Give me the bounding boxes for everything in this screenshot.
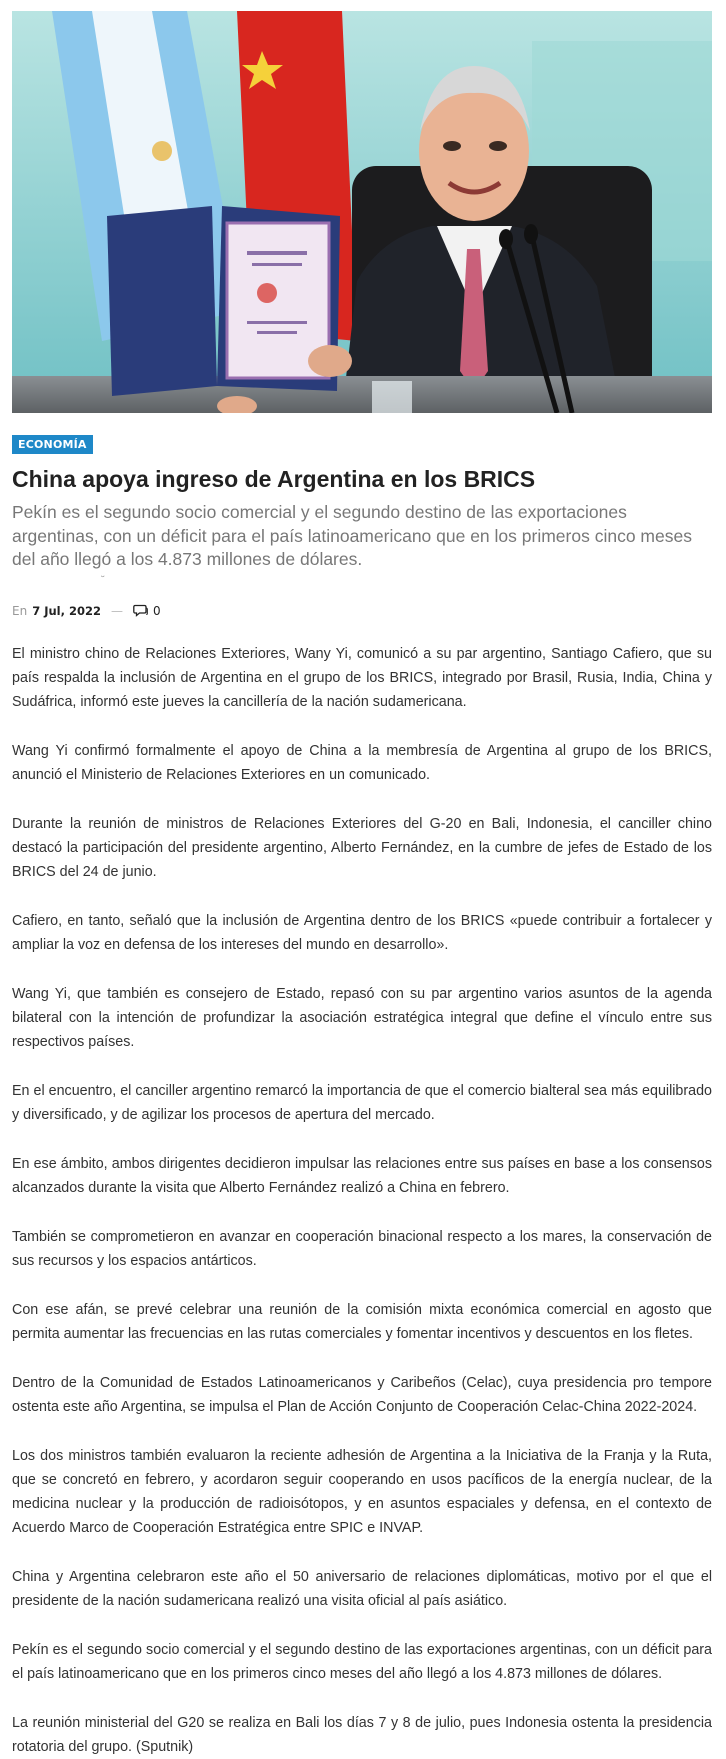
article-title: China apoya ingreso de Argentina en los BRICS bbox=[12, 466, 536, 492]
paragraph: Cafiero, en tanto, señaló que la inclusión de Argentina dentro de los BRICS «puede contribuir a fortalecer y ampliar la voz en defensa de los intereses del mundo en desarrollo». bbox=[12, 912, 712, 953]
article-body bbox=[12, 642, 712, 1759]
paragraph: En ese ámbito, ambos dirigentes decidieron impulsar las relaciones entre sus países en base a los consensos alcanzados durante la visita que Alberto Fernández realizó a China en febrero. bbox=[12, 1155, 712, 1196]
paragraph: China y Argentina celebraron este año el 50 aniversario de relaciones diplomáticas, motivo por el que el presidente de la nación sudamericana realizó una visita oficial al país asiático. bbox=[12, 1568, 712, 1609]
comment-bubble-icon bbox=[133, 604, 148, 617]
paragraph: La reunión ministerial del G20 se realiza en Bali los días 7 y 8 de julio, pues Indonesia ostenta la presidencia rotatoria del grupo. (Sputnik) bbox=[12, 1714, 712, 1755]
paragraph: Wang Yi, que también es consejero de Estado, repasó con su par argentino varios asuntos de la agenda bilateral con la intención de profundizar la asociación estratégica integral que define el vínculo entre sus respectivos países. bbox=[12, 985, 712, 1050]
paragraph: Wang Yi confirmó formalmente el apoyo de China a la membresía de Argentina al grupo de los BRICS, anunció el Ministerio de Relaciones Exteriores en un comunicado. bbox=[12, 742, 712, 783]
paragraph: Durante la reunión de ministros de Relaciones Exteriores del G-20 en Bali, Indonesia, el canciller chino destacó la participación del presidente argentino, Alberto Fernández, en la cumbre de jefes de Estado de los BRICS del 24 de junio. bbox=[12, 815, 712, 880]
comments-link[interactable] bbox=[133, 604, 161, 618]
publish-date: 7 Jul, 2022 bbox=[32, 603, 101, 618]
paragraph: También se comprometieron en avanzar en cooperación binacional respecto a los mares, la conservación de sus recursos y los espacios antárticos. bbox=[12, 1228, 712, 1269]
category-badge[interactable]: ECONOMÍA bbox=[12, 435, 93, 454]
article bbox=[12, 0, 712, 1759]
meta-separator: — bbox=[110, 603, 123, 618]
article-subtitle: Pekín es el segundo socio comercial y el segundo destino de las exportaciones argentinas, con un déficit para el país latinoamericano que en los primeros cinco meses del año llegó a los 4.873 millones de dólares. bbox=[12, 502, 692, 569]
article-meta bbox=[12, 602, 712, 620]
paragraph: El ministro chino de Relaciones Exteriores, Wany Yi, comunicó a su par argentino, Santiago Cafiero, que su país respalda la inclusión de Argentina en el grupo de los BRICS, integrado por Brasil, Rusia, India, China y Sudáfrica, informó este jueves la cancillería de la nación sudamericana. bbox=[12, 645, 712, 710]
hero-photo-illustration bbox=[12, 11, 712, 413]
paragraph: En el encuentro, el canciller argentino remarcó la importancia de que el comercio bialteral sea más equilibrado y diversificado, y de agilizar los procesos de apertura del mercado. bbox=[12, 1082, 712, 1123]
decorative-mark: ˘ bbox=[100, 573, 106, 587]
paragraph: Dentro de la Comunidad de Estados Latinoamericanos y Caribeños (Celac), cuya presidencia pro tempore ostenta este año Argentina, se impulsa el Plan de Acción Conjunto de Cooperación Celac-China 2022-2024. bbox=[12, 1374, 712, 1415]
hero-photo bbox=[12, 11, 712, 413]
paragraph: Pekín es el segundo socio comercial y el segundo destino de las exportaciones argentinas, con un déficit para el país latinoamericano que en los primeros cinco meses del año llegó a los 4.873 millones de dólares. bbox=[12, 1641, 712, 1682]
comment-count: 0 bbox=[152, 603, 161, 618]
paragraph: Con ese afán, se prevé celebrar una reunión de la comisión mixta económica comercial en agosto que permita aumentar las frecuencias en las rutas comerciales y fomentar incentivos y descuentos en los fletes. bbox=[12, 1301, 712, 1342]
date-prefix: En bbox=[12, 603, 28, 618]
paragraph: Los dos ministros también evaluaron la reciente adhesión de Argentina a la Iniciativa de la Franja y la Ruta, que se concretó en febrero, y acordaron seguir cooperando en usos pacíficos de la energía nuclear, de la medicina nuclear y la producción de radioisótopos, y en asuntos espaciales y defensa, en el contexto de Acuerdo Marco de Cooperación Estratégica entre SPIC e INVAP. bbox=[12, 1447, 712, 1536]
